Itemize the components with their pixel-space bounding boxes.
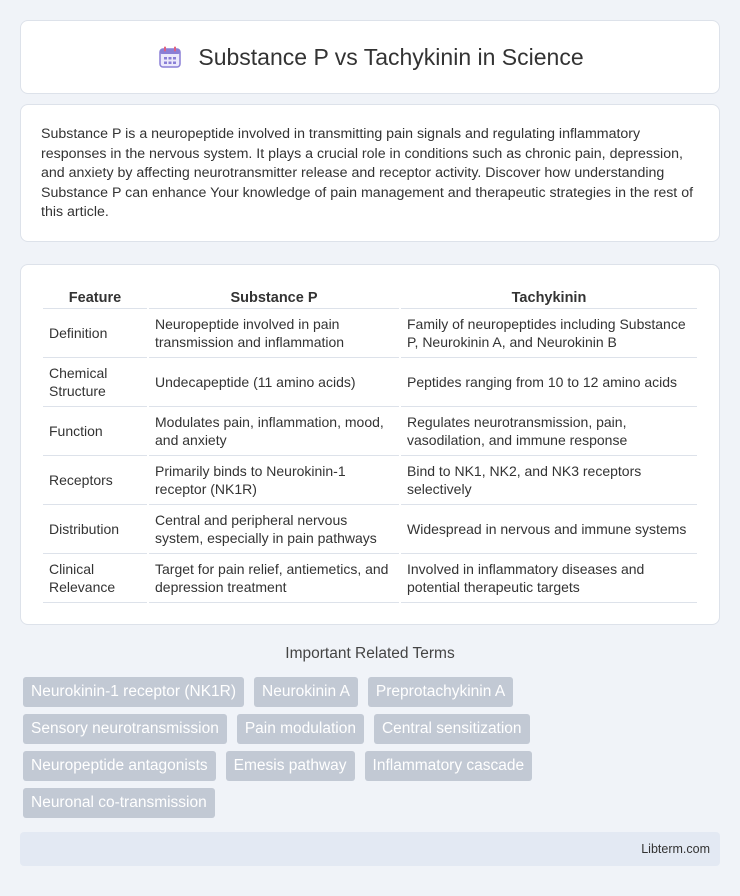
feature-cell: Receptors [43, 456, 147, 505]
header-tachykinin: Tachykinin [401, 285, 697, 309]
intro-paragraph: Substance P is a neuropeptide involved in transmitting pain signals and regulating inflammatory responses in the nervous system. It plays a crucial role in conditions such as chronic pain, depression, and anxiety by affecting neurotransmitter release and receptor activity. Discover how understanding Substance P can enhance Your knowledge of pain management and therapeutic strategies in the rest of this article. [41, 126, 694, 220]
page-title: Substance P vs Tachykinin in Science [198, 43, 584, 70]
table-row [43, 554, 697, 603]
feature-cell: Distribution [43, 505, 147, 554]
related-term-tag[interactable]: Emesis pathway [226, 751, 355, 781]
substance-p-cell: Neuropeptide involved in pain transmission and inflammation [149, 309, 399, 358]
feature-cell: Definition [43, 309, 147, 358]
table-row [43, 456, 697, 505]
substance-p-cell: Undecapeptide (11 amino acids) [149, 358, 399, 407]
related-term-tag[interactable]: Preprotachykinin A [368, 677, 513, 707]
intro-card [20, 104, 720, 242]
related-terms-heading: Important Related Terms [285, 645, 455, 662]
footer-site-link[interactable]: Libterm.com [641, 842, 710, 856]
table-row [43, 407, 697, 456]
tachykinin-cell: Family of neuropeptides including Substance P, Neurokinin A, and Neurokinin B [401, 309, 697, 358]
comparison-table [41, 285, 699, 603]
feature-cell: Function [43, 407, 147, 456]
table-row [43, 309, 697, 358]
table-row [43, 358, 697, 407]
related-term-tag[interactable]: Inflammatory cascade [365, 751, 533, 781]
footer [20, 832, 720, 866]
related-term-tag[interactable]: Neurokinin A [254, 677, 358, 707]
feature-cell: Clinical Relevance [43, 554, 147, 603]
related-term-tag[interactable]: Neurokinin-1 receptor (NK1R) [23, 677, 244, 707]
feature-cell: Chemical Structure [43, 358, 147, 407]
related-term-tag[interactable]: Neuronal co-transmission [23, 788, 215, 818]
tachykinin-cell: Widespread in nervous and immune systems [401, 505, 697, 554]
tachykinin-cell: Bind to NK1, NK2, and NK3 receptors selectively [401, 456, 697, 505]
substance-p-cell: Target for pain relief, antiemetics, and depression treatment [149, 554, 399, 603]
related-term-tag[interactable]: Pain modulation [237, 714, 364, 744]
related-term-tag[interactable]: Neuropeptide antagonists [23, 751, 216, 781]
comparison-table-card [20, 264, 720, 625]
tachykinin-cell: Peptides ranging from 10 to 12 amino acids [401, 358, 697, 407]
substance-p-cell: Primarily binds to Neurokinin-1 receptor (NK1R) [149, 456, 399, 505]
related-term-tag[interactable]: Sensory neurotransmission [23, 714, 227, 744]
tachykinin-cell: Regulates neurotransmission, pain, vasodilation, and immune response [401, 407, 697, 456]
header-substance-p: Substance P [149, 285, 399, 309]
tachykinin-cell: Involved in inflammatory diseases and potential therapeutic targets [401, 554, 697, 603]
table-row [43, 505, 697, 554]
header-feature: Feature [43, 285, 147, 309]
related-terms-list [20, 677, 720, 818]
substance-p-cell: Modulates pain, inflammation, mood, and anxiety [149, 407, 399, 456]
title-card [20, 20, 720, 94]
calendar-icon [156, 43, 184, 71]
related-term-tag[interactable]: Central sensitization [374, 714, 530, 744]
table-header-row [43, 285, 697, 309]
substance-p-cell: Central and peripheral nervous system, especially in pain pathways [149, 505, 399, 554]
